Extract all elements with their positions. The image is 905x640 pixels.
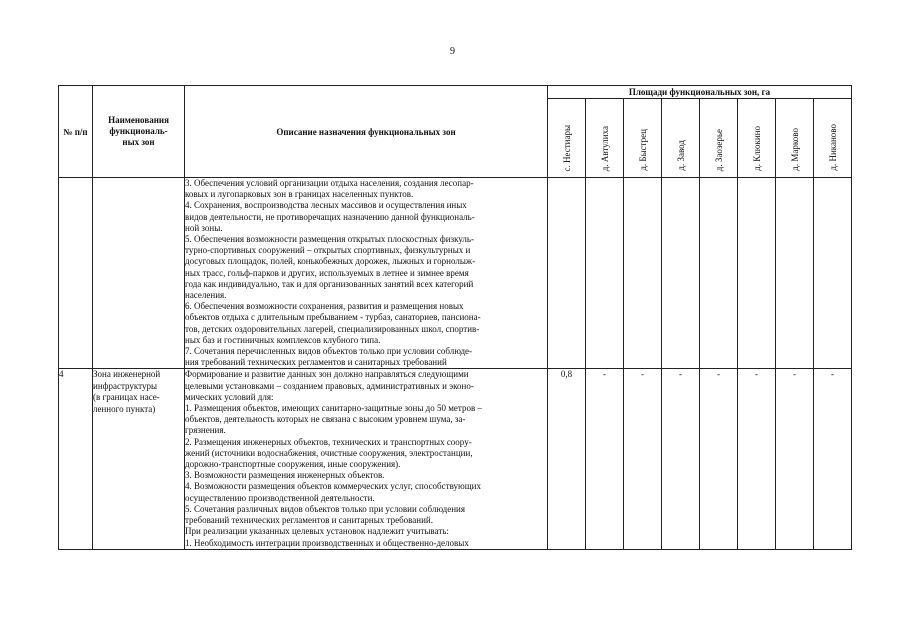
description-line: ния требований технических регламентов и санитарных требований — [185, 357, 447, 368]
header-area: Площади функциональных зон, га — [548, 86, 852, 99]
header-settlement — [548, 99, 586, 178]
description-line: тов, детских оздоровительных лагерей, специализированных школ, спортив- — [185, 323, 480, 334]
header-settlement — [586, 99, 624, 178]
description-line: видов деятельности, не противоречащих назначению данной функциональ- — [185, 211, 475, 222]
zone-name-line: (в границах насе- — [93, 392, 160, 403]
description-line: ных баз и гостиничных комплексов клубного типа. — [185, 334, 381, 345]
description-line: 4. Возможности размещения объектов коммерческих услуг, способствующих — [185, 481, 481, 492]
area-value: - — [738, 369, 776, 549]
area-value — [624, 178, 662, 369]
description-line: 6. Обеспечения возможности сохранения, развития и размещения новых — [185, 301, 464, 312]
header-settlement — [624, 99, 662, 178]
description-line: турно-спортивных сооружений – открытых спортивных, физкультурных и — [185, 245, 471, 256]
settlement-label: д. Марково — [789, 128, 800, 171]
zone-name-line: Зона инженерной — [93, 369, 161, 380]
description-line: ковых и лугопарковых зон в границах населенных пунктов. — [185, 189, 414, 200]
description-line: 5. Сочетания различных видов объектов только при условии соблюдения — [185, 503, 465, 514]
description-line: 1. Размещения объектов, имеющих санитарно-защитные зоны до 50 метров – — [185, 403, 482, 414]
area-value: - — [700, 369, 738, 549]
description-line: 7. Сочетания перечисленных видов объектов только при условии соблюде- — [185, 346, 473, 357]
description-line: осуществлению производственной деятельности. — [185, 492, 375, 503]
table-row — [59, 369, 852, 549]
description-line: требований технических регламентов и санитарных требований. — [185, 515, 433, 526]
area-value — [776, 178, 814, 369]
description-line: дорожно-транспортные сооружения, иные сооружения). — [185, 459, 401, 470]
header-settlement — [738, 99, 776, 178]
settlement-label: д. Заозерье — [713, 128, 724, 171]
header-num: № п/п — [59, 86, 93, 178]
settlement-label: д. Клюкино — [751, 126, 762, 171]
description-line: грязнения. — [185, 425, 226, 436]
description-line: жений (источники водоснабжения, очистные сооружения, электростанции, — [185, 447, 473, 458]
area-value — [548, 178, 586, 369]
description-line: Формирование и развитие данных зон должно направляться следующими — [185, 369, 469, 380]
row-description — [185, 178, 548, 369]
area-value: - — [624, 369, 662, 549]
header-settlement — [700, 99, 738, 178]
description-line: ной зоны. — [185, 222, 223, 233]
header-zone-name-line: ных зон — [122, 137, 155, 147]
header-settlement — [662, 99, 700, 178]
header-row-top — [59, 86, 852, 99]
description-line: объектов, деятельность которых не связана с высоким уровнем шума, за- — [185, 414, 466, 425]
row-num — [59, 178, 93, 369]
row-zone-name — [93, 178, 185, 369]
functional-zones-table — [58, 85, 852, 550]
header-settlement — [814, 99, 852, 178]
description-line: 4. Сохранения, воспроизводства лесных массивов и осуществления иных — [185, 200, 467, 211]
description-line: объектов отдыха с длительным пребыванием - турбаз, санаториев, пансиона- — [185, 312, 481, 323]
settlement-label: д. Никаново — [827, 124, 838, 171]
header-zone-name-line: Наименования — [108, 115, 169, 125]
description-line: досуговых площадок, полей, конькобежных дорожек, лыжных и горнолыж- — [185, 256, 476, 267]
table-row — [59, 178, 852, 369]
description-line: 3. Обеспечения условий организации отдыха населения, создания лесопар- — [185, 178, 474, 188]
description-line: При реализации указанных целевых установок надлежит учитывать: — [185, 526, 449, 537]
area-value — [586, 178, 624, 369]
header-zone-name-line: функциональ- — [109, 126, 168, 136]
header-zone-name — [93, 86, 185, 178]
settlement-label: д. Быстрец — [637, 129, 648, 171]
header-description: Описание назначения функциональных зон — [185, 86, 548, 178]
row-description — [185, 369, 548, 549]
header-settlement — [776, 99, 814, 178]
area-value: - — [662, 369, 700, 549]
area-value: - — [586, 369, 624, 549]
description-line: года как индивидуально, так и для организованных занятий всех категорий — [185, 278, 474, 289]
area-value: 0,8 — [548, 369, 586, 549]
description-line: населения. — [185, 290, 227, 301]
area-value: - — [814, 369, 852, 549]
zone-name-line: ленного пункта) — [93, 403, 156, 414]
zone-name-line: инфраструктуры — [93, 380, 157, 391]
description-line: мических условий для: — [185, 391, 274, 402]
row-zone-name — [93, 369, 185, 549]
description-line: 1. Необходимость интеграции производственных и общественно-деловых — [185, 537, 469, 548]
settlement-label: д. Завод — [675, 140, 686, 171]
row-num: 4 — [59, 369, 93, 549]
page-number: 9 — [450, 46, 455, 57]
area-value — [814, 178, 852, 369]
description-line: 5. Обеспечения возможности размещения открытых плоскостных физкуль- — [185, 234, 475, 245]
description-line: 3. Возможности размещения инженерных объектов. — [185, 470, 385, 481]
description-line: ных трасс, гольф-парков и других, используемых в летнее и зимнее время — [185, 267, 469, 278]
area-value — [700, 178, 738, 369]
description-line: 2. Размещения инженерных объектов, технических и транспортных соору- — [185, 436, 472, 447]
settlement-label: д. Автулиха — [599, 125, 610, 171]
description-line: целевыми установками – созданием правовых, административных и эконо- — [185, 380, 474, 391]
area-value — [738, 178, 776, 369]
area-value — [662, 178, 700, 369]
area-value: - — [776, 369, 814, 549]
settlement-label: с. Нестиары — [561, 124, 572, 171]
